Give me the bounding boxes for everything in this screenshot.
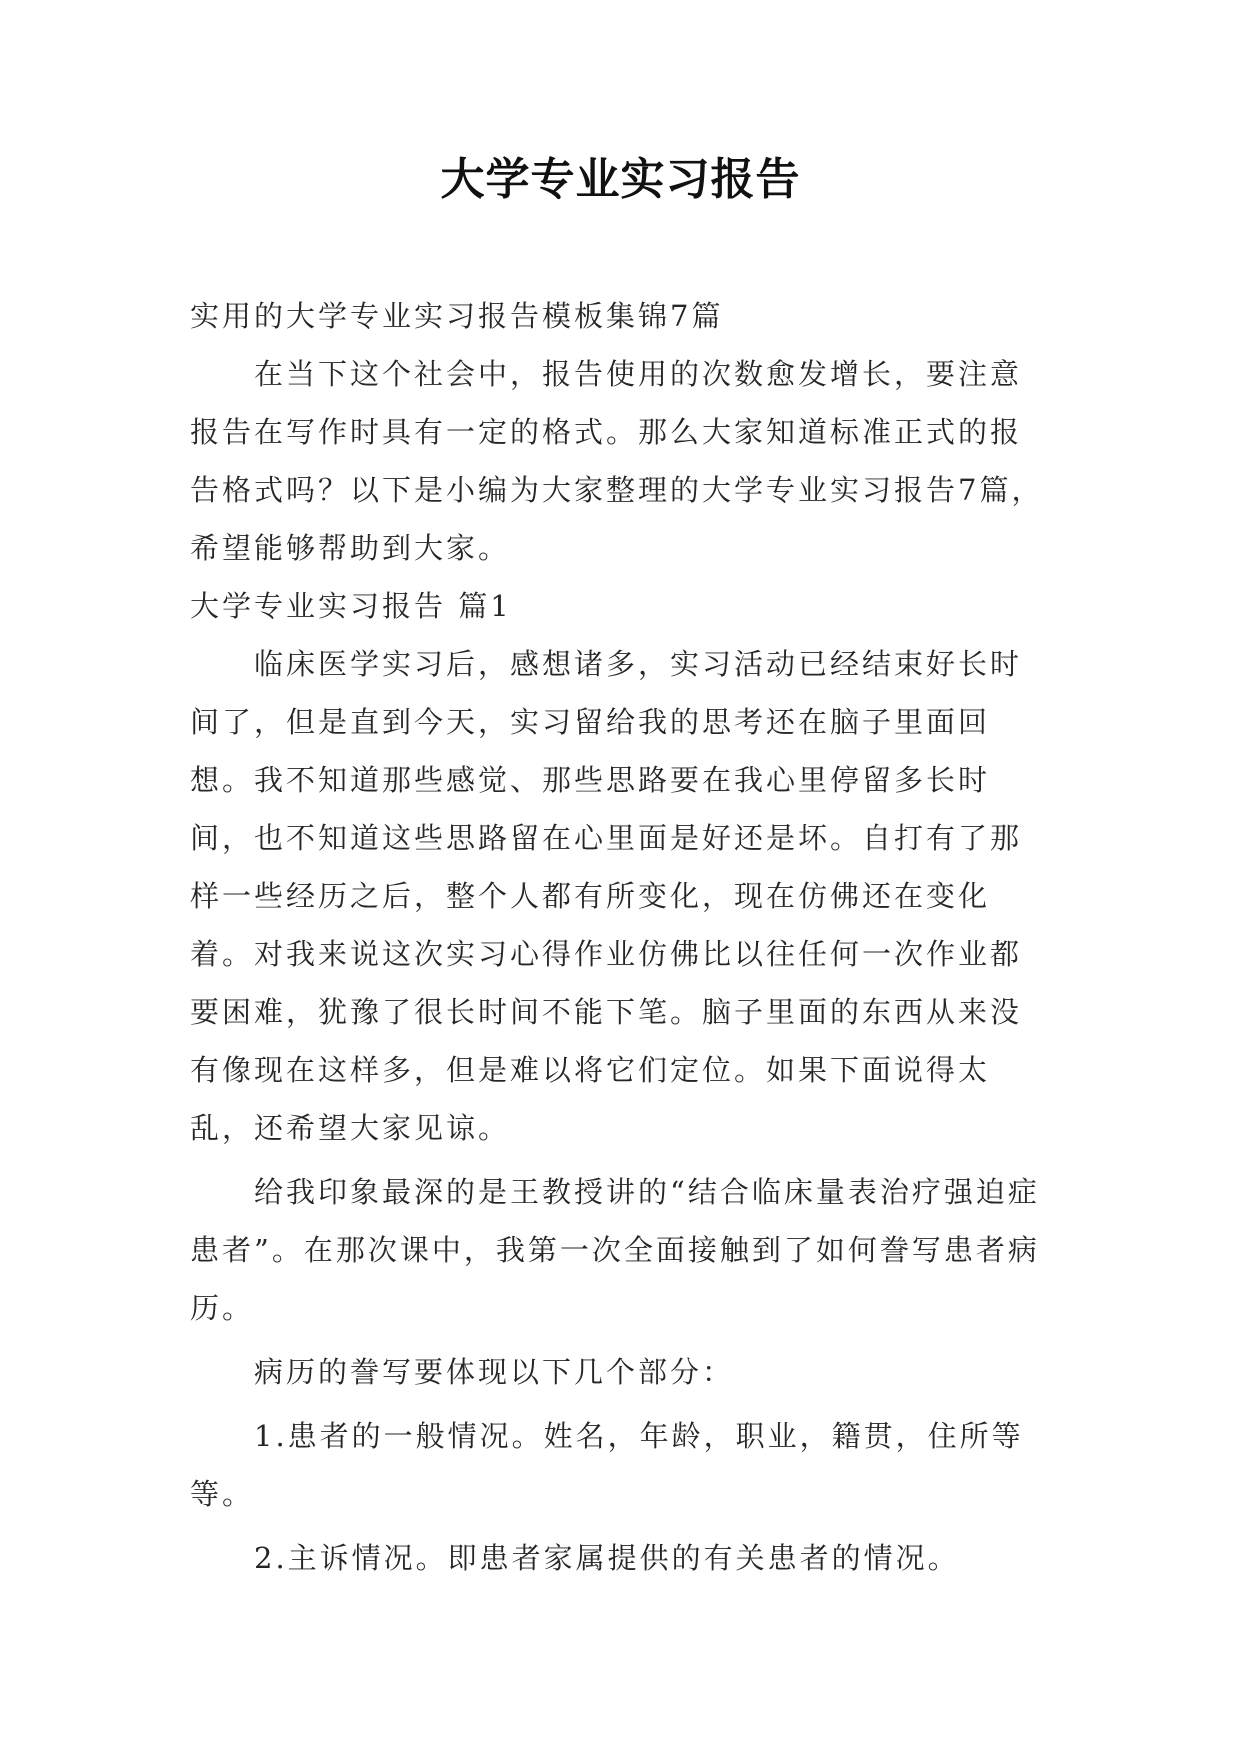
list-item-2: 2.主诉情况。即患者家属提供的有关患者的情况。 — [254, 1541, 960, 1575]
body-paragraph-2: 给我印象最深的是王教授讲的“结合临床量表治疗强迫症患者”。在那次课中，我第一次全面接触到了如何誊写患者病历。 — [190, 1175, 1040, 1325]
body-paragraph-1: 临床医学实习后，感想诸多，实习活动已经结束好长时间了，但是直到今天，实习留给我的思考还在脑子里面回想。我不知道那些感觉、那些思路要在我心里停留多长时间，也不知道这些思路留在心里面是好还是坏。自打有了那样一些经历之后，整个人都有所变化，现在仿佛还在变化着。对我来说这次实习心得作业仿佛比以往任何一次作业都要困难，犹豫了很长时间不能下笔。脑子里面的东西从来没有像现在这样多，但是难以将它们定位。如果下面说得太乱，还希望大家见谅。 — [190, 647, 1023, 1145]
document-subtitle: 实用的大学专业实习报告模板集锦7篇 — [190, 299, 724, 333]
document-title: 大学专业实习报告 — [440, 154, 801, 205]
body-paragraph-3: 病历的誊写要体现以下几个部分： — [254, 1355, 735, 1389]
intro-paragraph: 在当下这个社会中，报告使用的次数愈发增长，要注意报告在写作时具有一定的格式。那么大家知道标准正式的报告格式吗？以下是小编为大家整理的大学专业实习报告7篇，希望能够帮助到大家。 — [190, 357, 1044, 565]
list-item-1: 1.患者的一般情况。姓名，年龄，职业，籍贯，住所等等。 — [190, 1419, 1024, 1511]
document-body — [190, 287, 1052, 1587]
section-heading: 大学专业实习报告 篇1 — [190, 589, 512, 623]
